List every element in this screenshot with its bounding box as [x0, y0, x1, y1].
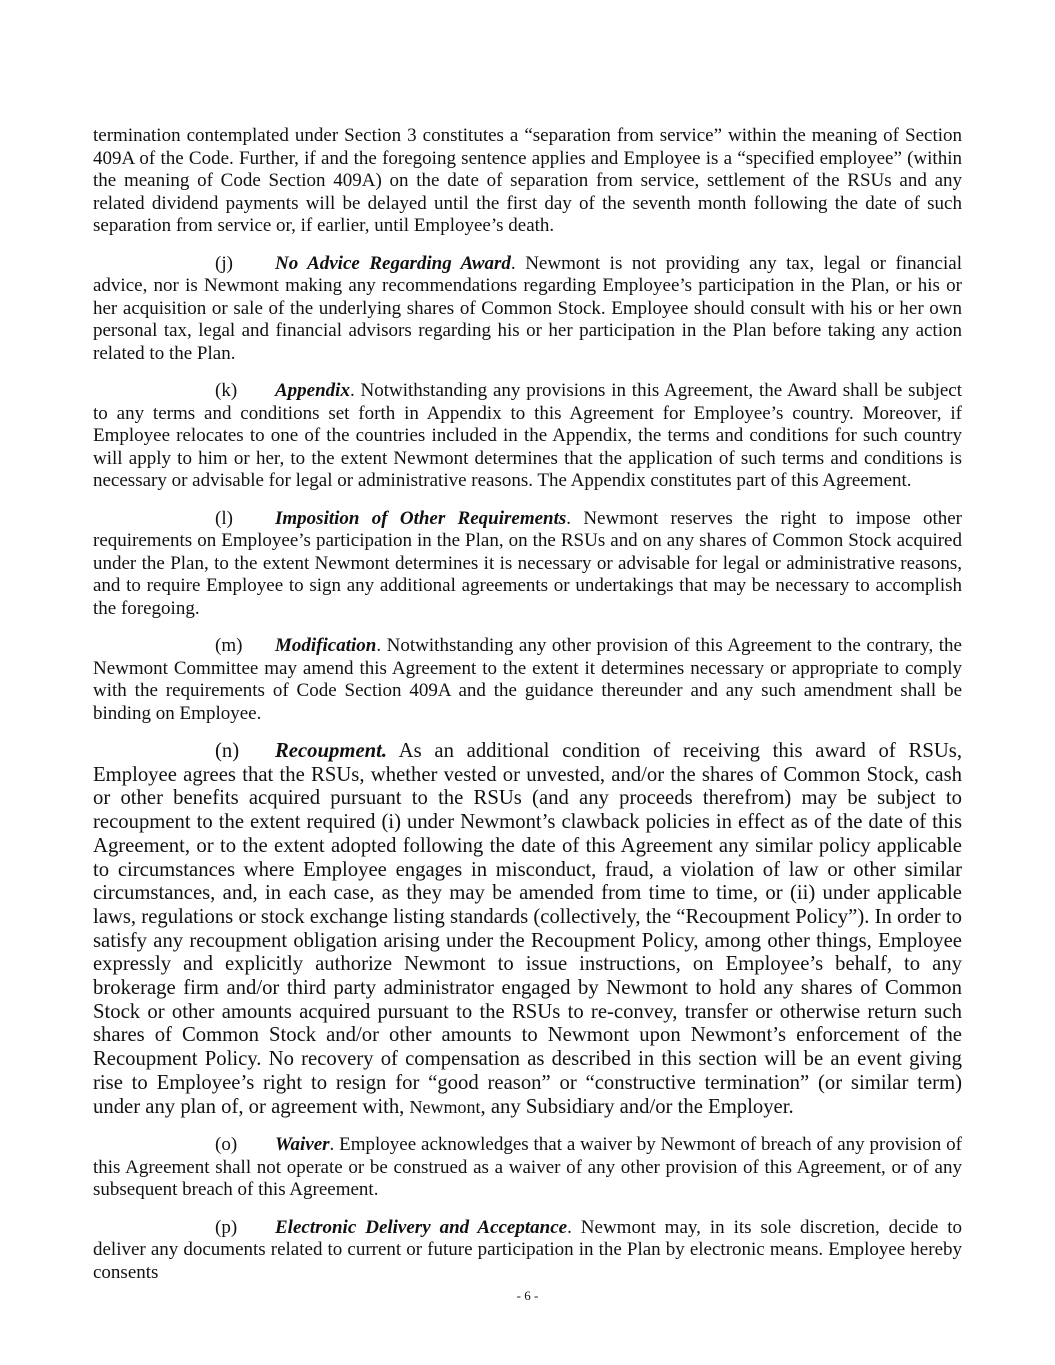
section-j-no-advice-regarding-award: [93, 253, 962, 366]
section-label: (p): [215, 1216, 238, 1238]
section-body: . Employee acknowledges that a waiver by Newmont of breach of any provision of this Agreement shall not operate or be construed as a waiver of any other provision of this Agreement, or of any subsequent breach of this Agreement.: [93, 1134, 962, 1201]
paragraph-text: termination contemplated under Section 3 constitutes a “separation from service” within the meaning of Section 409A of the Code. Further, if and the foregoing sentence applies and Employee is a “specified employee” (within the meaning of Code Section 409A) on the date of separation from service, settlement of the RSUs and any related dividend payments will be delayed until the first day of the seventh month following the date of such separation from service or, if earlier, until Employee’s death.: [93, 125, 962, 236]
continuation-paragraph: [93, 125, 962, 238]
section-o-waiver: [93, 1134, 962, 1202]
section-label: (n): [215, 740, 240, 762]
section-label: (m): [215, 635, 243, 656]
section-body-end: , any Subsidiary and/or the Employer.: [480, 1095, 794, 1118]
section-body: . Newmont is not providing any tax, legal or financial advice, nor is Newmont making any recommendations regarding Employee’s participation in the Plan, or his or her acquisition or sale of the underlying shares of Common Stock. Employee should consult with his or her own personal tax, legal and financial advisors regarding his or her participation in the Plan before taking any action related to the Plan.: [93, 252, 962, 364]
document-body: [93, 125, 962, 1299]
section-heading: No Advice Regarding Award: [275, 252, 511, 274]
section-heading: Electronic Delivery and Acceptance: [275, 1216, 568, 1238]
section-label: (k): [215, 380, 238, 401]
section-body: . Newmont reserves the right to impose other requirements on Employee’s participation in the Plan, on the RSUs and on any shares of Common Stock acquired under the Plan, to the extent Newmont determines it is necessary or advisable for legal or administrative reasons, and to require Employee to sign any additional agreements or undertakings that may be necessary to accomplish the foregoing.: [93, 507, 962, 619]
section-heading: Waiver: [275, 1134, 330, 1156]
section-k-appendix: [93, 380, 962, 493]
page-number: - 6 -: [516, 1288, 539, 1303]
section-label: (o): [215, 1134, 238, 1156]
section-label: (l): [215, 507, 233, 529]
section-heading: Appendix: [275, 380, 350, 401]
section-p-electronic-delivery: [93, 1217, 962, 1285]
section-n-recoupment: [93, 740, 962, 1119]
section-m-modification: [93, 635, 962, 725]
section-body: . Notwithstanding any other provision of this Agreement to the contrary, the Newmont Committee may amend this Agreement to the extent it determines necessary or appropriate to comply with the requirements of Code Section 409A and the guidance thereunder and any such amendment shall be binding on Employee.: [93, 635, 962, 724]
section-body-company-name: Newmont: [409, 1096, 481, 1117]
section-heading: Imposition of Other Requirements: [275, 507, 567, 529]
section-body: . Newmont may, in its sole discretion, decide to deliver any documents related to current or future participation in the Plan by electronic means. Employee hereby consents: [93, 1216, 962, 1283]
section-heading: Modification: [275, 635, 377, 656]
section-l-imposition-of-other-requirements: [93, 508, 962, 621]
section-body: As an additional condition of receiving this award of RSUs, Employee agrees that the RSUs, whether vested or unvested, and/or the shares of Common Stock, cash or other benefits acquired pursuant to the RSUs (and any proceeds therefrom) may be subject to recoupment to the extent required (i) under Newmont’s clawback policies in effect as of the date of this Agreement, or to the extent adopted following the date of this Agreement any similar policy applicable to circumstances where Employee engages in misconduct, fraud, a violation of law or other similar circumstances, and, in each case, as they may be amended from time to time, or (ii) under applicable laws, regulations or stock exchange listing standards (collectively, the “Recoupment Policy”). In order to satisfy any recoupment obligation arising under the Recoupment Policy, among other things, Employee expressly and explicitly authorize Newmont to issue instructions, on Employee’s behalf, to any brokerage firm and/or third party administrator engaged by Newmont to hold any shares of Common Stock or other amounts acquired pursuant to the RSUs to re-convey, transfer or otherwise return such shares of Common Stock and/or other amounts to Newmont upon Newmont’s enforcement of the Recoupment Policy. No recovery of compensation as described in this section will be an event giving rise to Employee’s right to resign for “good reason” or “constructive termination” (or similar term) under any plan of, or agreement with,: [93, 740, 962, 1118]
section-label: (j): [215, 252, 233, 274]
section-body: . Notwithstanding any provisions in this Agreement, the Award shall be subject to any terms and conditions set forth in Appendix to this Agreement for Employee’s country. Moreover, if Employee relocates to one of the countries included in the Appendix, the terms and conditions for such country will apply to him or her, to the extent Newmont determines that the application of such terms and conditions is necessary or advisable for legal or administrative reasons. The Appendix constitutes part of this Agreement.: [93, 380, 962, 491]
section-heading: Recoupment.: [275, 740, 388, 762]
